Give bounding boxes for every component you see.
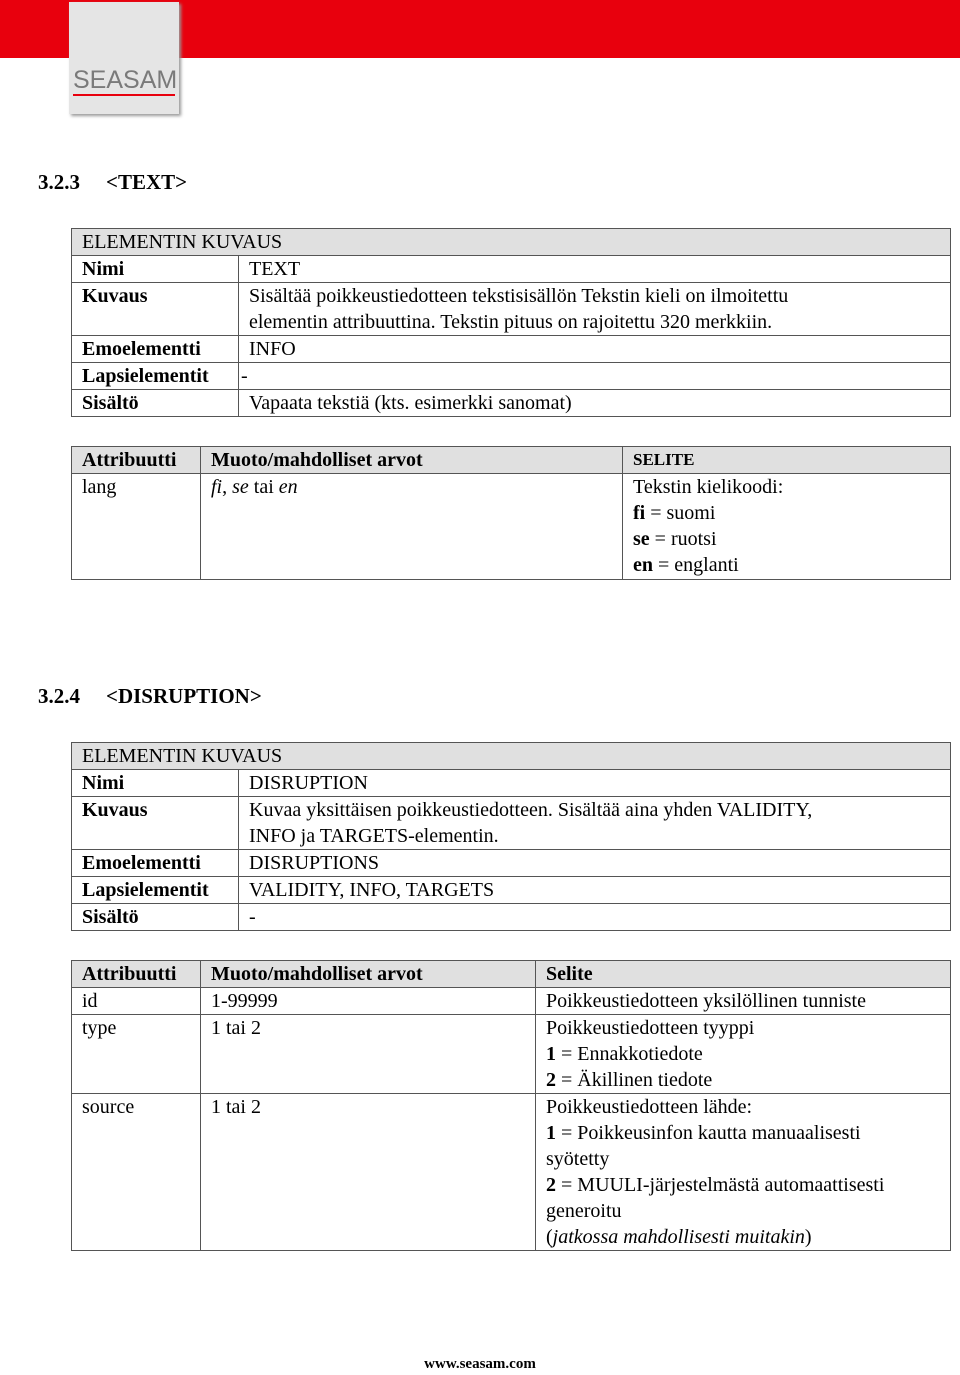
parent-value: INFO <box>239 336 951 363</box>
attr-format: 1 tai 2 <box>201 1015 536 1094</box>
parent-label: Emoelementti <box>72 336 239 363</box>
element-table-header: ELEMENTIN KUVAUS <box>72 229 951 256</box>
content-value: - <box>239 904 951 931</box>
attr-description: Tekstin kielikoodi: fi = suomi se = ruotsi en = englanti <box>623 474 951 580</box>
children-label: Lapsielementit <box>72 363 239 390</box>
section-title: <DISRUPTION> <box>106 684 262 708</box>
name-label: Nimi <box>72 256 239 283</box>
col-attribute: Attribuutti <box>72 447 201 474</box>
children-label: Lapsielementit <box>72 877 239 904</box>
attr-name: id <box>72 988 201 1015</box>
col-description: SELITE <box>623 447 951 474</box>
attributes-table-text <box>71 446 951 580</box>
attr-name: type <box>72 1015 201 1094</box>
logo-underline <box>73 94 175 96</box>
description-label: Kuvaus <box>72 283 239 336</box>
attr-format: 1 tai 2 <box>201 1094 536 1251</box>
col-description: Selite <box>536 961 951 988</box>
children-value: - <box>239 363 951 390</box>
logo-text: SEASAM <box>73 66 178 94</box>
name-value: TEXT <box>239 256 951 283</box>
section-heading-text <box>38 169 187 195</box>
parent-label: Emoelementti <box>72 850 239 877</box>
attr-format: 1-99999 <box>201 988 536 1015</box>
attr-description: Poikkeustiedotteen yksilöllinen tunniste <box>536 988 951 1015</box>
element-description-table-text <box>71 228 951 417</box>
attr-format: fi, se tai en <box>201 474 623 580</box>
company-logo <box>69 2 179 114</box>
section-heading-text <box>38 683 262 709</box>
attr-name: lang <box>72 474 201 580</box>
children-value: VALIDITY, INFO, TARGETS <box>239 877 951 904</box>
element-description-table-text <box>71 742 951 931</box>
description-value: Sisältää poikkeustiedotteen tekstisisällön Tekstin kieli on ilmoitettu elementin attribuuttina. Tekstin pituus on rajoitettu 320 merkkiin. <box>239 283 951 336</box>
col-format: Muoto/mahdolliset arvot <box>201 447 623 474</box>
attr-description: Poikkeustiedotteen lähde: 1 = Poikkeusinfon kautta manuaalisesti syötetty 2 = MUULI-järjestelmästä automaattisesti generoitu (jatkossa mahdollisesti muitakin) <box>536 1094 951 1251</box>
attr-name: source <box>72 1094 201 1251</box>
name-label: Nimi <box>72 770 239 797</box>
content-value: Vapaata tekstiä (kts. esimerkki sanomat) <box>239 390 951 417</box>
content-label: Sisältö <box>72 390 239 417</box>
section-number: 3.2.4 <box>38 684 80 708</box>
attr-description: Poikkeustiedotteen tyyppi 1 = Ennakkotiedote 2 = Äkillinen tiedote <box>536 1015 951 1094</box>
attributes-table-text <box>71 960 951 1251</box>
footer-url: www.seasam.com <box>424 1356 536 1372</box>
col-attribute: Attribuutti <box>72 961 201 988</box>
element-table-header: ELEMENTIN KUVAUS <box>72 743 951 770</box>
col-format: Muoto/mahdolliset arvot <box>201 961 536 988</box>
section-number: 3.2.3 <box>38 170 80 194</box>
content-label: Sisältö <box>72 904 239 931</box>
name-value: DISRUPTION <box>239 770 951 797</box>
description-value: Kuvaa yksittäisen poikkeustiedotteen. Sisältää aina yhden VALIDITY, INFO ja TARGETS-elementin. <box>239 797 951 850</box>
section-title: <TEXT> <box>106 170 188 194</box>
parent-value: DISRUPTIONS <box>239 850 951 877</box>
description-label: Kuvaus <box>72 797 239 850</box>
